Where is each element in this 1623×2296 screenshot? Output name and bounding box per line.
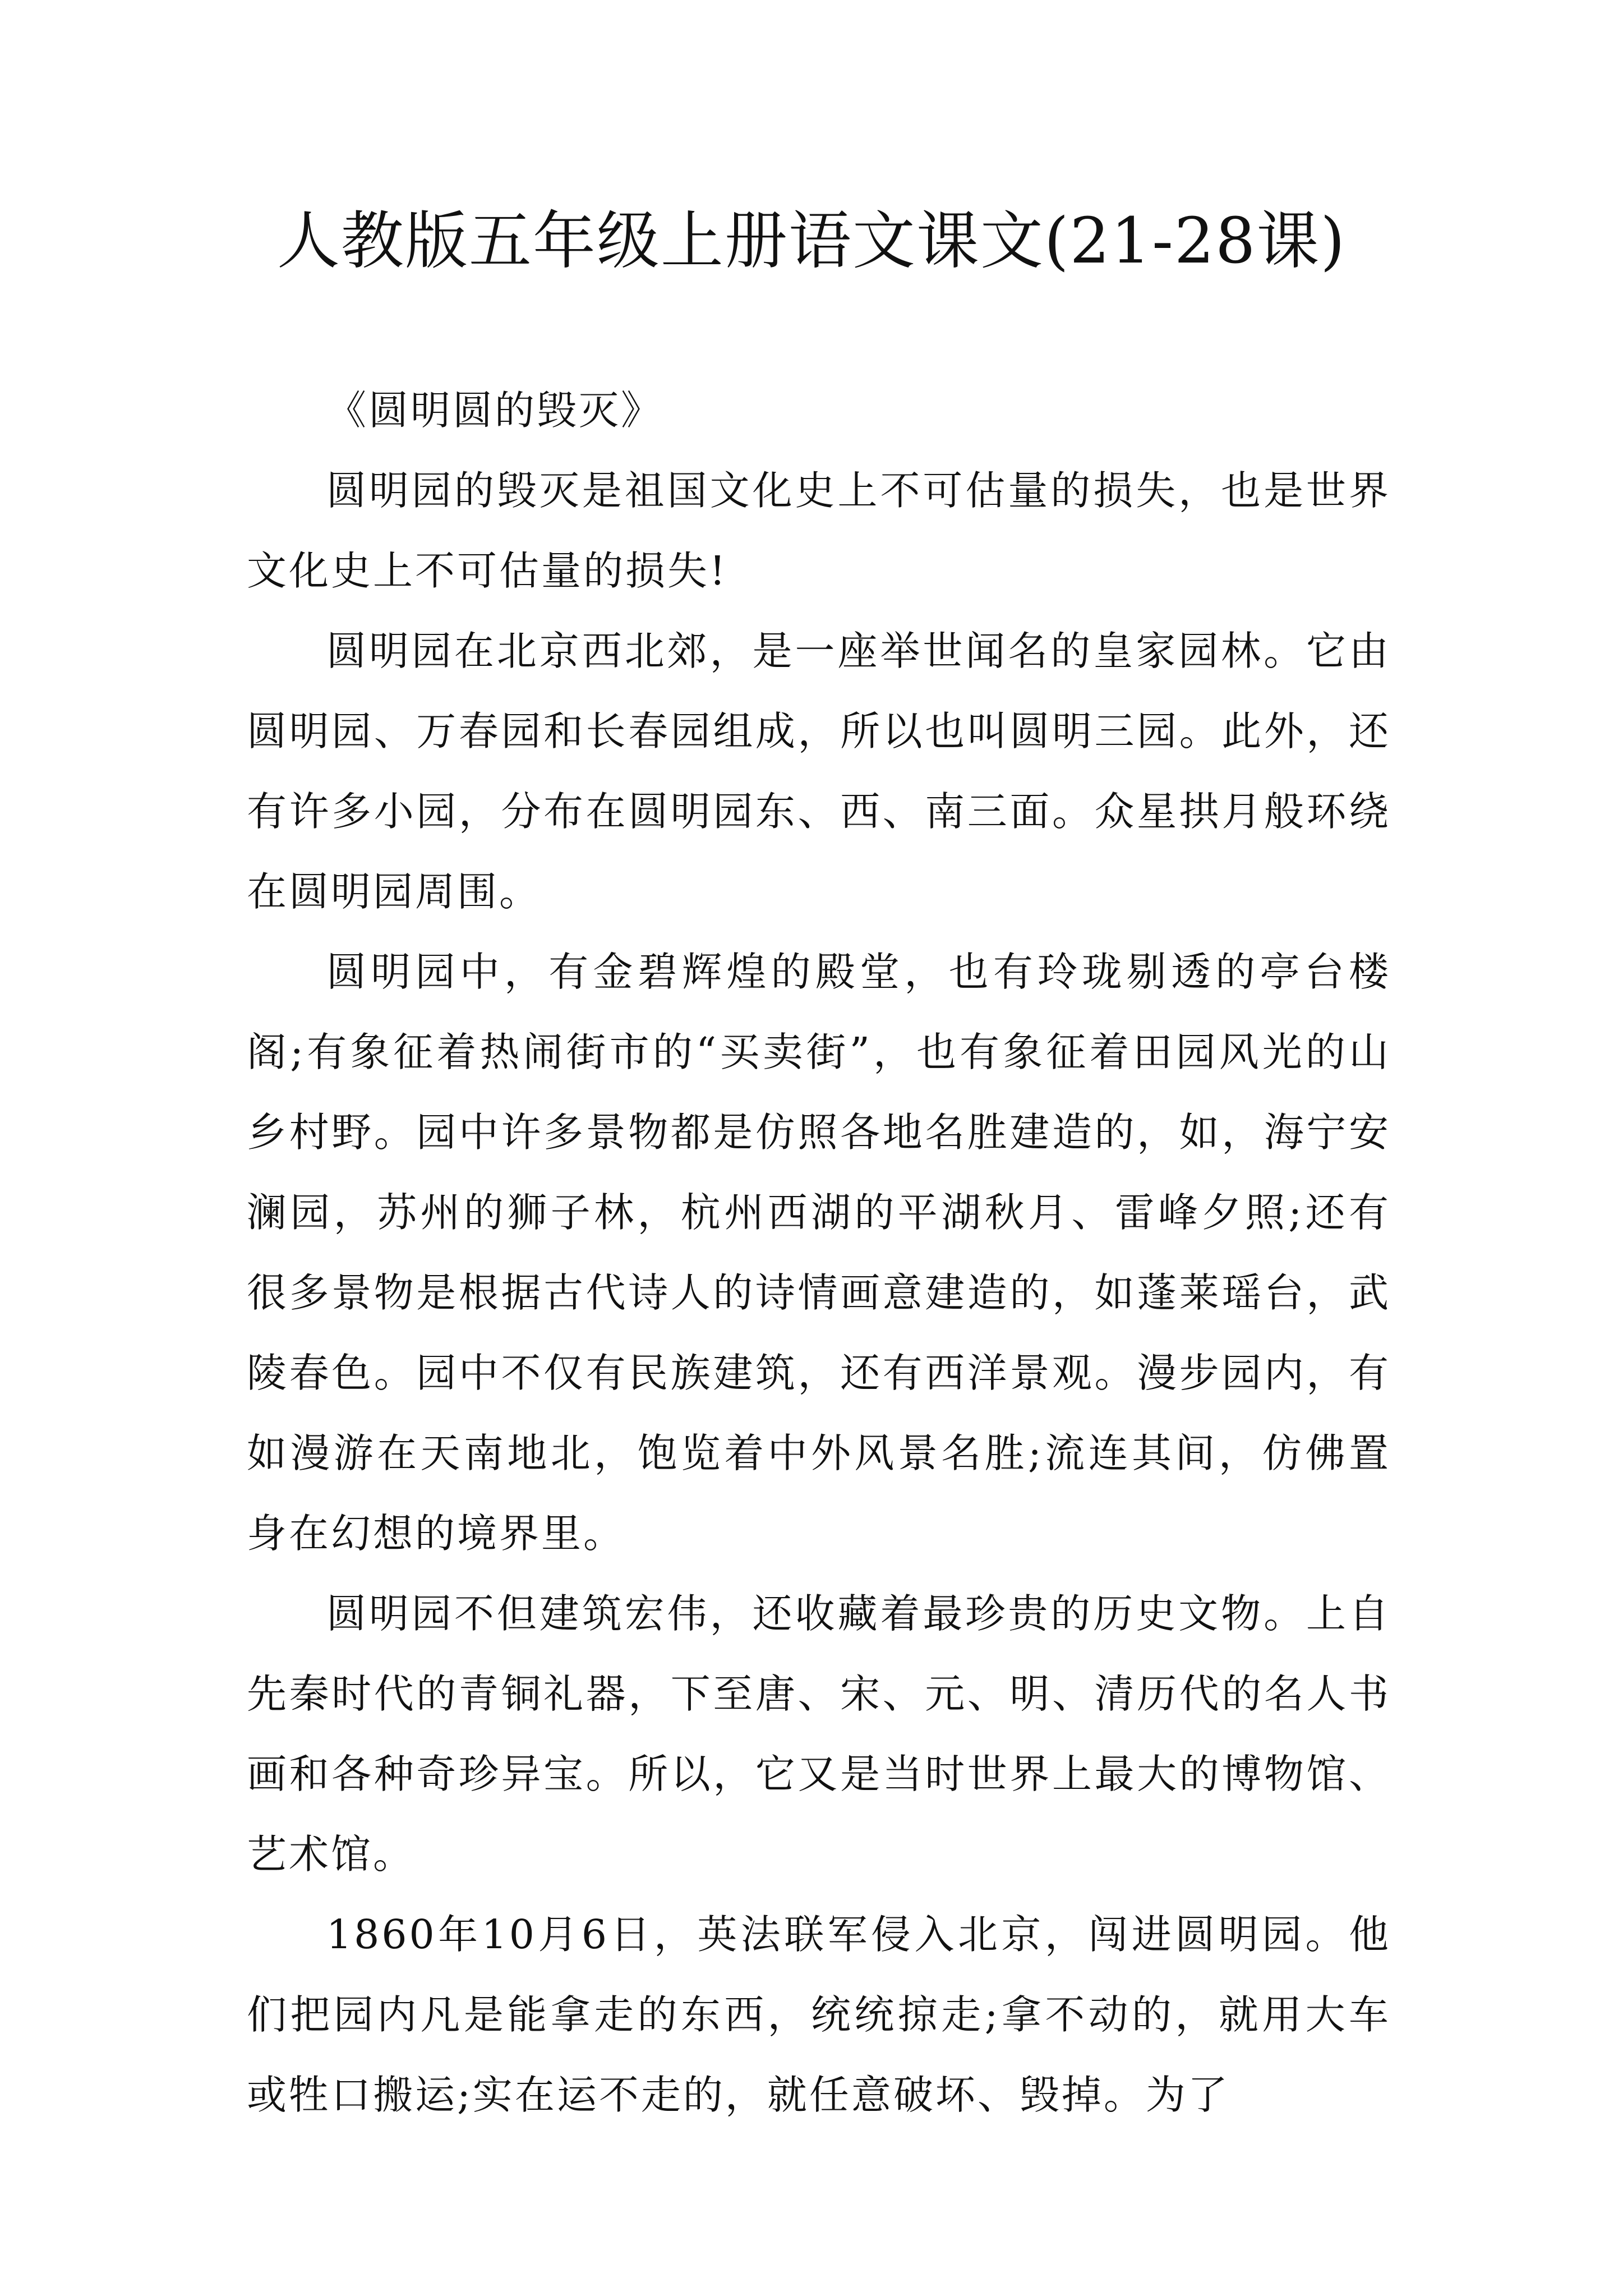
- paragraph: 圆明园在北京西北郊，是一座举世闻名的皇家园林。它由圆明园、万春园和长春园组成，所以也叫圆明三园。此外，还有许多小园，分布在圆明园东、西、南三面。众星拱月般环绕在圆明园周围。: [247, 628, 1391, 915]
- paragraph: 圆明园中，有金碧辉煌的殿堂，也有玲珑剔透的亭台楼阁;有象征着热闹街市的“买卖街”，也有象征着田园风光的山乡村野。园中许多景物都是仿照各地名胜建造的，如，海宁安澜园，苏州的狮子林，杭州西湖的平湖秋月、雷峰夕照;还有很多景物是根据古代诗人的诗情画意建造的，如蓬莱瑶台，武陵春色。园中不仅有民族建筑，还有西洋景观。漫步园内，有如漫游在天南地北，饱览着中外风景名胜;流连其间，仿佛置身在幻想的境界里。: [247, 949, 1391, 1557]
- paragraph: 1860年10月6日，英法联军侵入北京，闯进圆明园。他们把园内凡是能拿走的东西，统统掠走;拿不动的，就用大车或牲口搬运;实在运不走的，就任意破坏、毁掉。为了: [247, 1911, 1391, 2118]
- document-body: [247, 370, 1391, 2135]
- paragraph: 圆明园的毁灭是祖国文化史上不可估量的损失，也是世界文化史上不可估量的损失!: [247, 467, 1391, 594]
- document-title: 人教版五年级上册语文课文(21-28课): [276, 205, 1347, 278]
- paragraph: 圆明园不但建筑宏伟，还收藏着最珍贵的历史文物。上自先秦时代的青铜礼器，下至唐、宋、元、明、清历代的名人书画和各种奇珍异宝。所以，它又是当时世界上最大的博物馆、艺术馆。: [247, 1590, 1391, 1878]
- lesson-heading: 《圆明圆的毁灭》: [326, 387, 663, 434]
